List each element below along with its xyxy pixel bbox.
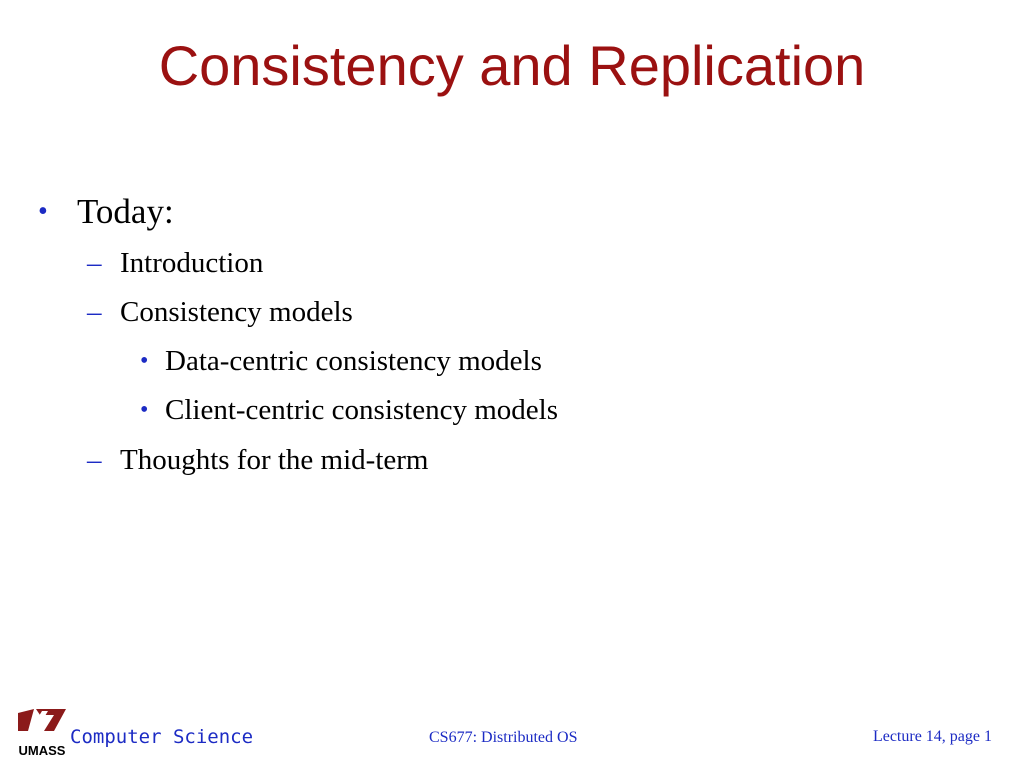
bullet-client-centric [140, 391, 559, 429]
footer-page-number: Lecture 14, page 1 [872, 728, 992, 745]
bullet-text: Introduction [120, 247, 264, 279]
bullet-marker: • [38, 196, 48, 227]
bullet-text: Consistency models [120, 296, 353, 328]
bullet-introduction [87, 244, 264, 282]
bullet-marker: • [140, 348, 149, 374]
bullet-data-centric [140, 342, 542, 380]
bullet-text: Client-centric consistency models [165, 394, 559, 426]
dash-marker: – [87, 247, 102, 279]
bullet-consistency-models [87, 293, 353, 331]
umass-logo [14, 707, 70, 759]
bullet-today [38, 189, 174, 235]
footer-course: CS677: Distributed OS [429, 729, 578, 746]
dash-marker: – [87, 296, 102, 328]
slide-title: Consistency and Replication [158, 34, 866, 97]
dash-marker: – [87, 444, 102, 476]
bullet-midterm [87, 441, 429, 479]
logo-shape-left [18, 709, 34, 731]
bullet-text: Data-centric consistency models [165, 345, 542, 377]
logo-shape-slash [30, 711, 48, 731]
footer-department: Computer Science [70, 726, 254, 748]
bullet-marker: • [140, 397, 149, 423]
logo-text: UMASS [18, 743, 66, 758]
bullet-text: Today: [77, 192, 174, 231]
bullet-text: Thoughts for the mid-term [120, 444, 429, 476]
